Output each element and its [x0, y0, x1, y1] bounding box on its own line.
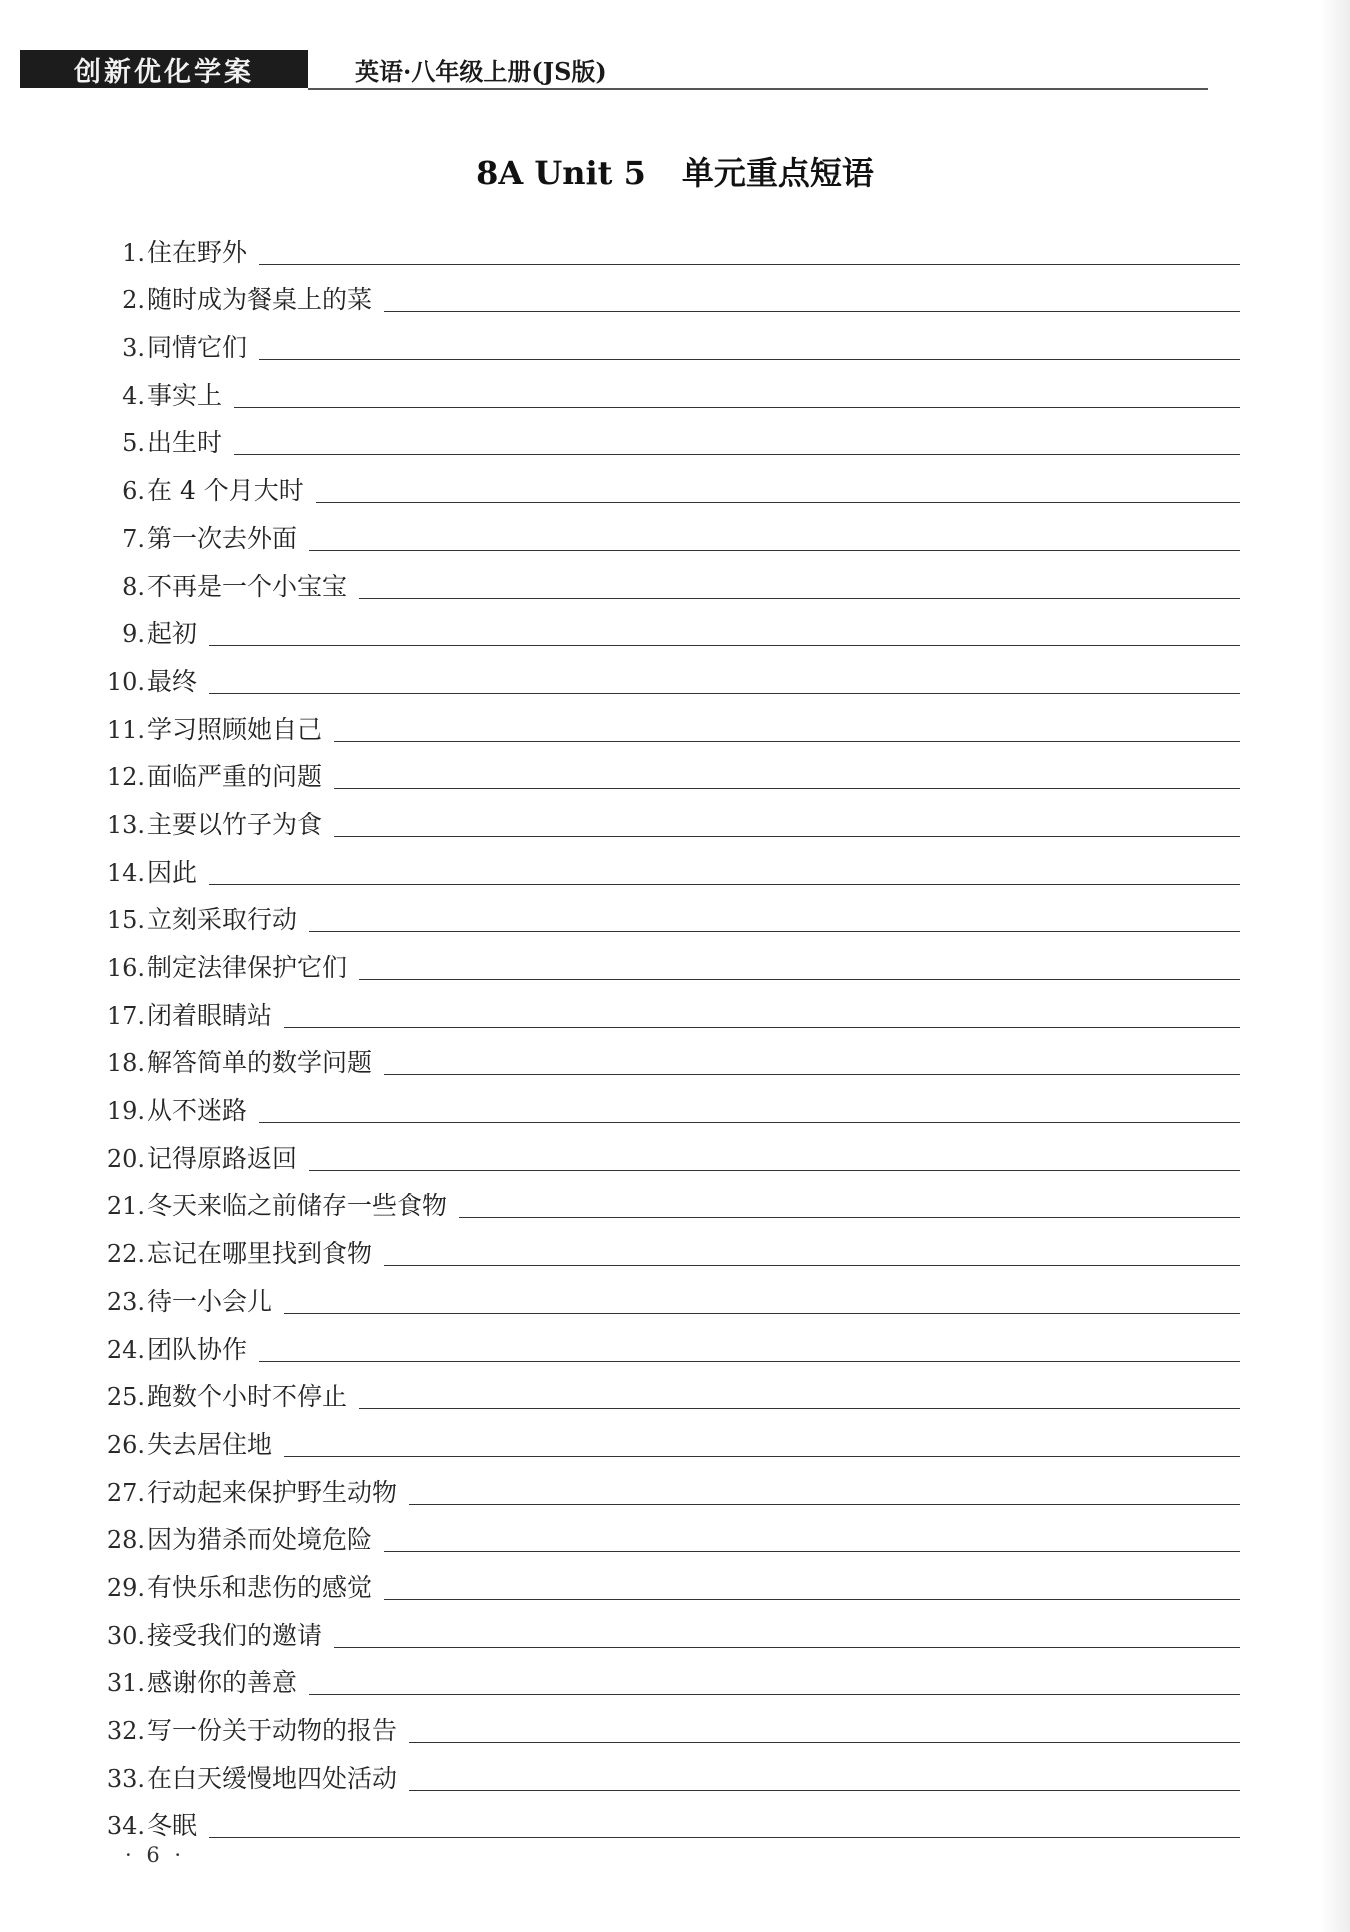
phrase-prompt: 起初 — [147, 619, 198, 649]
phrase-number: 22. — [106, 1240, 145, 1269]
answer-blank[interactable] — [384, 1575, 1240, 1600]
phrase-number: 12. — [106, 763, 145, 792]
phrase-item — [85, 1317, 1240, 1365]
phrase-list — [85, 220, 1240, 1841]
phrase-item — [85, 1651, 1240, 1699]
phrase-prompt: 从不迷路 — [147, 1096, 248, 1126]
answer-blank[interactable] — [259, 335, 1240, 360]
phrase-number: 16. — [106, 954, 145, 982]
phrase-item — [85, 458, 1240, 506]
page-number: · 6 · — [125, 1843, 186, 1867]
answer-blank[interactable] — [209, 621, 1240, 646]
unit-label: 8A Unit 5 — [476, 154, 646, 192]
phrase-prompt: 不再是一个小宝宝 — [147, 571, 348, 601]
phrase-number: 8. — [122, 572, 145, 601]
phrase-item — [85, 268, 1240, 316]
phrase-number: 15. — [106, 906, 145, 935]
answer-blank[interactable] — [384, 1527, 1240, 1552]
phrase-number: 29. — [106, 1573, 145, 1602]
answer-blank[interactable] — [259, 240, 1240, 265]
phrase-number: 11. — [106, 715, 145, 744]
phrase-item — [85, 315, 1240, 363]
phrase-number: 5. — [122, 429, 145, 458]
phrase-item — [85, 840, 1240, 888]
answer-blank[interactable] — [316, 478, 1240, 503]
phrase-prompt: 行动起来保护野生动物 — [147, 1477, 398, 1507]
phrase-number: 31. — [106, 1669, 145, 1698]
phrase-item — [85, 602, 1240, 650]
phrase-prompt: 有快乐和悲伤的感觉 — [147, 1572, 373, 1602]
phrase-prompt: 立刻采取行动 — [147, 905, 298, 935]
phrase-prompt: 出生时 — [147, 428, 223, 458]
phrase-prompt: 制定法律保护它们 — [147, 953, 348, 982]
brand-logo-text: 创新优化学案 — [74, 56, 254, 88]
phrase-number: 23. — [106, 1287, 145, 1316]
phrase-prompt: 因为猎杀而处境危险 — [147, 1525, 373, 1555]
phrase-number: 19. — [106, 1097, 145, 1126]
phrase-prompt: 因此 — [147, 857, 198, 887]
answer-blank[interactable] — [334, 812, 1240, 837]
phrase-item — [85, 649, 1240, 697]
phrase-prompt: 团队协作 — [147, 1334, 248, 1364]
phrase-prompt: 学习照顾她自己 — [147, 714, 323, 744]
phrase-item — [85, 1460, 1240, 1508]
phrase-item — [85, 1746, 1240, 1794]
answer-blank[interactable] — [284, 1003, 1240, 1028]
phrase-prompt: 住在野外 — [147, 237, 248, 267]
answer-blank[interactable] — [309, 1670, 1240, 1695]
answer-blank[interactable] — [359, 574, 1240, 599]
phrase-item — [85, 1412, 1240, 1460]
header-divider — [308, 88, 1208, 90]
phrase-number: 30. — [106, 1621, 145, 1650]
phrase-number: 25. — [106, 1383, 145, 1412]
phrase-number: 10. — [106, 667, 145, 696]
phrase-prompt: 闭着眼睛站 — [147, 1000, 273, 1030]
page-edge-shadow — [1320, 0, 1350, 1932]
phrase-number: 18. — [106, 1049, 145, 1078]
phrase-number: 28. — [106, 1526, 145, 1555]
phrase-number: 14. — [106, 858, 145, 887]
phrase-item — [85, 1603, 1240, 1651]
answer-blank[interactable] — [384, 1050, 1240, 1075]
phrase-prompt: 冬眠 — [147, 1811, 198, 1841]
phrase-prompt: 写一份关于动物的报告 — [147, 1716, 398, 1745]
page-title — [0, 148, 1350, 194]
phrase-prompt: 最终 — [147, 666, 198, 696]
title-subtitle: 单元重点短语 — [681, 154, 874, 192]
answer-blank[interactable] — [359, 955, 1240, 980]
phrase-prompt: 忘记在哪里找到食物 — [147, 1239, 373, 1269]
phrase-prompt: 同情它们 — [147, 333, 248, 363]
phrase-item — [85, 697, 1240, 745]
phrase-item — [85, 1365, 1240, 1413]
answer-blank[interactable] — [334, 764, 1240, 789]
phrase-item — [85, 745, 1240, 793]
phrase-prompt: 失去居住地 — [147, 1429, 273, 1459]
phrase-item — [85, 983, 1240, 1031]
answer-blank[interactable] — [334, 717, 1240, 742]
answer-blank[interactable] — [284, 1432, 1240, 1457]
phrase-prompt: 第一次去外面 — [147, 523, 298, 553]
phrase-prompt: 解答简单的数学问题 — [147, 1048, 373, 1078]
answer-blank[interactable] — [309, 907, 1240, 932]
phrase-number: 33. — [106, 1764, 145, 1793]
answer-blank[interactable] — [409, 1766, 1240, 1791]
phrase-prompt: 冬天来临之前储存一些食物 — [147, 1191, 448, 1221]
phrase-prompt: 主要以竹子为食 — [147, 809, 323, 839]
phrase-item — [85, 935, 1240, 983]
answer-blank[interactable] — [284, 1289, 1240, 1314]
phrase-item — [85, 888, 1240, 936]
phrase-number: 32. — [106, 1717, 145, 1745]
phrase-number: 4. — [122, 381, 145, 410]
phrase-item — [85, 1078, 1240, 1126]
phrase-prompt: 面临严重的问题 — [147, 762, 323, 792]
phrase-number: 26. — [106, 1430, 145, 1459]
phrase-item — [85, 411, 1240, 459]
brand-logo — [20, 50, 308, 88]
phrase-item — [85, 220, 1240, 268]
phrase-number: 20. — [106, 1144, 145, 1173]
answer-blank[interactable] — [234, 383, 1240, 408]
answer-blank[interactable] — [334, 1623, 1240, 1648]
phrase-prompt: 待一小会儿 — [147, 1286, 273, 1316]
answer-blank[interactable] — [309, 526, 1240, 551]
phrase-item — [85, 1555, 1240, 1603]
phrase-number: 27. — [106, 1478, 145, 1507]
answer-blank[interactable] — [384, 1241, 1240, 1266]
phrase-item — [85, 1174, 1240, 1222]
book-title: 英语·八年级上册(JS版) — [355, 57, 607, 86]
phrase-number: 6. — [122, 477, 145, 506]
phrase-item — [85, 1031, 1240, 1079]
page-header — [20, 50, 1220, 90]
phrase-prompt: 在 4 个月大时 — [147, 476, 304, 506]
phrase-item — [85, 1126, 1240, 1174]
phrase-number: 1. — [122, 238, 145, 267]
phrase-item — [85, 1508, 1240, 1556]
answer-blank[interactable] — [384, 287, 1240, 312]
answer-blank[interactable] — [259, 1098, 1240, 1123]
answer-blank[interactable] — [409, 1480, 1240, 1505]
phrase-prompt: 接受我们的邀请 — [147, 1620, 323, 1650]
answer-blank[interactable] — [409, 1718, 1240, 1743]
answer-blank[interactable] — [234, 430, 1240, 455]
answer-blank[interactable] — [209, 860, 1240, 885]
phrase-item — [85, 506, 1240, 554]
phrase-item — [85, 1794, 1240, 1842]
phrase-number: 3. — [122, 334, 145, 363]
phrase-item — [85, 554, 1240, 602]
phrase-number: 13. — [106, 810, 145, 839]
phrase-number: 24. — [106, 1335, 145, 1364]
phrase-item — [85, 363, 1240, 411]
phrase-number: 17. — [106, 1001, 145, 1030]
answer-blank[interactable] — [309, 1146, 1240, 1171]
phrase-number: 7. — [122, 524, 145, 553]
phrase-prompt: 随时成为餐桌上的菜 — [147, 285, 373, 315]
phrase-number: 2. — [122, 286, 145, 315]
phrase-number: 9. — [122, 620, 145, 649]
phrase-item — [85, 1221, 1240, 1269]
phrase-prompt: 在白天缓慢地四处活动 — [147, 1763, 398, 1793]
phrase-prompt: 记得原路返回 — [147, 1143, 298, 1173]
answer-blank[interactable] — [259, 1337, 1240, 1362]
phrase-prompt: 事实上 — [147, 380, 223, 410]
phrase-item — [85, 792, 1240, 840]
answer-blank[interactable] — [459, 1193, 1240, 1218]
phrase-number: 34. — [106, 1812, 145, 1841]
answer-blank[interactable] — [359, 1384, 1240, 1409]
phrase-number: 21. — [106, 1192, 145, 1221]
phrase-prompt: 跑数个小时不停止 — [147, 1382, 348, 1412]
phrase-item — [85, 1269, 1240, 1317]
answer-blank[interactable] — [209, 1813, 1240, 1838]
phrase-item — [85, 1698, 1240, 1746]
phrase-prompt: 感谢你的善意 — [147, 1668, 298, 1698]
answer-blank[interactable] — [209, 669, 1240, 694]
